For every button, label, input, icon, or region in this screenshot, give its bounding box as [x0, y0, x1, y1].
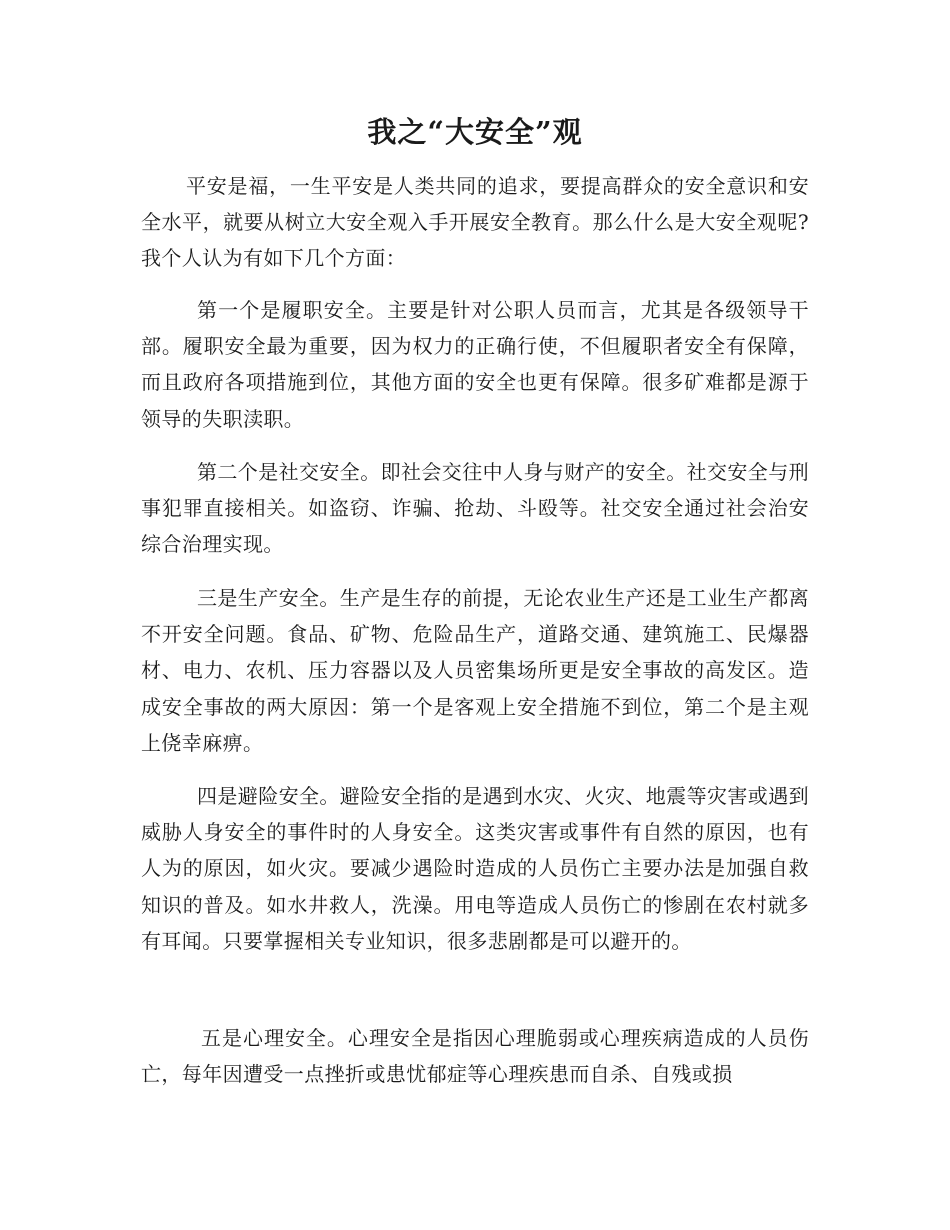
- paragraph-duty-safety: 第一个是履职安全。主要是针对公职人员而言，尤其是各级领导干部。履职安全最为重要，因为权力的正确行使，不但履职者安全有保障，而且政府各项措施到位，其他方面的安全也更有保障。很多矿难都是源于领导的失职渎职。: [141, 298, 809, 431]
- intro-paragraph: 平安是福，一生平安是人类共同的追求，要提高群众的安全意识和安全水平，就要从树立大安全观入手开展安全教育。那么什么是大安全观呢?我个人认为有如下几个方面：: [141, 174, 809, 271]
- paragraph-production-safety: 三是生产安全。生产是生存的前提，无论农业生产还是工业生产都离不开安全问题。食品、矿物、危险品生产，道路交通、建筑施工、民爆器材、电力、农机、压力容器以及人员密集场所更是安全事故的高发区。造成安全事故的两大原因：第一个是客观上安全措施不到位，第二个是主观上侥幸麻痹。: [141, 586, 809, 755]
- paragraph-social-safety: 第二个是社交安全。即社会交往中人身与财产的安全。社交安全与刑事犯罪直接相关。如盗窃、诈骗、抢劫、斗殴等。社交安全通过社会治安综合治理实现。: [141, 460, 809, 557]
- page-title: 我之“大安全”观: [367, 115, 583, 149]
- paragraph-hazard-safety: 四是避险安全。避险安全指的是遇到水灾、火灾、地震等灾害或遇到威胁人身安全的事件时的人身安全。这类灾害或事件有自然的原因，也有人为的原因，如火灾。要减少遇险时造成的人员伤亡主要办法是加强自救知识的普及。如水井救人，洗澡。用电等造成人员伤亡的惨剧在农村就多有耳闻。只要掌握相关专业知识，很多悲剧都是可以避开的。: [141, 784, 809, 953]
- paragraph-psychological-safety: 五是心理安全。心理安全是指因心理脆弱或心理疾病造成的人员伤亡，每年因遭受一点挫折或患忧郁症等心理疾患而自杀、自残或损: [141, 1026, 809, 1087]
